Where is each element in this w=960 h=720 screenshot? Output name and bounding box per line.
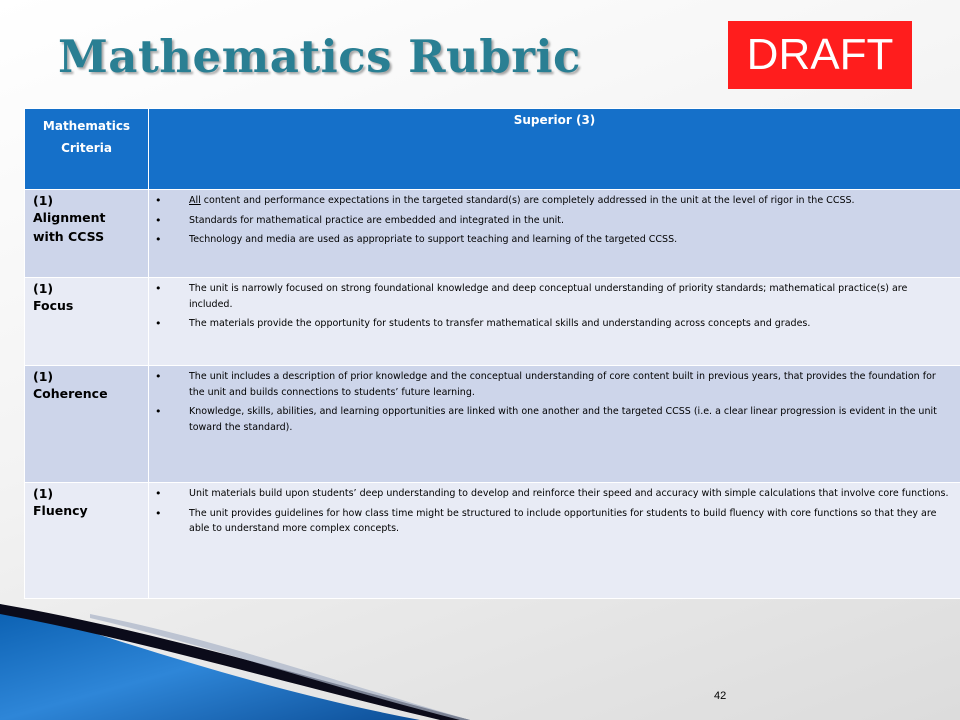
header-criteria-line1: Mathematics xyxy=(42,119,131,133)
bullet-text: The unit provides guidelines for how class time might be structured to include opportunities for students to build fluency with core functions so that they are able to understand more complex concepts. xyxy=(189,507,937,534)
bullet-item xyxy=(155,316,952,332)
decorative-swoosh xyxy=(0,600,960,720)
criterion-name: Coherence xyxy=(33,386,108,401)
bullet-icon: • xyxy=(155,213,162,227)
bullet-item xyxy=(155,193,952,209)
criterion-cell xyxy=(25,366,149,483)
bullet-icon: • xyxy=(155,405,162,418)
criterion-cell xyxy=(25,190,149,278)
slide-title: Mathematics Rubric xyxy=(58,30,581,83)
bullet-icon: • xyxy=(155,317,162,330)
criterion-number: (1) xyxy=(33,486,54,501)
header-criteria-line2: Criteria xyxy=(61,141,112,155)
description-cell xyxy=(149,278,960,366)
bullet-icon: • xyxy=(155,506,162,520)
bullet-item xyxy=(155,369,952,400)
criterion-name: Fluency xyxy=(33,503,88,518)
bullet-text: Unit materials build upon students’ deep understanding to develop and reinforce their speed and accuracy with simple calculations that involve core functions. xyxy=(189,488,949,499)
criterion-number: (1) xyxy=(33,281,54,296)
bullet-text: Standards for mathematical practice are embedded and integrated in the unit. xyxy=(189,214,565,226)
table-row-coherence xyxy=(25,366,960,483)
header-criteria xyxy=(25,109,149,190)
page-number: 42 xyxy=(714,690,727,702)
draft-badge: DRAFT xyxy=(728,21,912,89)
bullet-item xyxy=(155,404,952,435)
bullet-text: content and performance expectations in the targeted standard(s) are completely addressed in the unit at the level of rigor in the CCSS. xyxy=(200,195,855,206)
bullet-icon: • xyxy=(155,233,162,246)
bullet-icon: • xyxy=(155,282,162,295)
bullet-item xyxy=(155,486,952,502)
table-header-row xyxy=(25,109,960,190)
bullet-item xyxy=(155,506,952,537)
criterion-number: (1) xyxy=(33,369,54,384)
bullet-text: The unit is narrowly focused on strong foundational knowledge and deep conceptual understanding of priority standards; mathematical practice(s) are included. xyxy=(189,283,908,310)
bullet-item xyxy=(155,232,952,248)
criterion-number: (1) xyxy=(33,193,54,208)
description-cell xyxy=(149,366,960,483)
criterion-name: Alignment with CCSS xyxy=(33,210,106,244)
criterion-cell xyxy=(25,483,149,599)
criterion-cell xyxy=(25,278,149,366)
description-cell xyxy=(149,190,960,278)
bullet-item xyxy=(155,213,952,229)
rubric-table xyxy=(24,108,960,599)
bullet-lead: All xyxy=(189,195,201,206)
table-row-alignment xyxy=(25,190,960,278)
bullet-item xyxy=(155,281,952,312)
table-row-focus xyxy=(25,278,960,366)
bullet-text: Technology and media are used as appropriate to support teaching and learning of the targeted CCSS. xyxy=(189,234,678,245)
table-row-fluency xyxy=(25,483,960,599)
bullet-icon: • xyxy=(155,194,162,207)
criterion-name: Focus xyxy=(33,298,74,313)
bullet-icon: • xyxy=(155,487,162,500)
bullet-text: The unit includes a description of prior knowledge and the conceptual understanding of core content built in previous years, that provides the foundation for the unit and builds connections to students’ future learning. xyxy=(189,371,936,398)
description-cell xyxy=(149,483,960,599)
bullet-text: Knowledge, skills, abilities, and learning opportunities are linked with one another and the targeted CCSS (i.e. a clear linear progression is evident in the unit toward the standard). xyxy=(189,406,937,433)
bullet-icon: • xyxy=(155,370,162,383)
header-superior: Superior (3) xyxy=(149,109,960,190)
bullet-text: The materials provide the opportunity for students to transfer mathematical skills and understanding across concepts and grades. xyxy=(189,318,811,329)
